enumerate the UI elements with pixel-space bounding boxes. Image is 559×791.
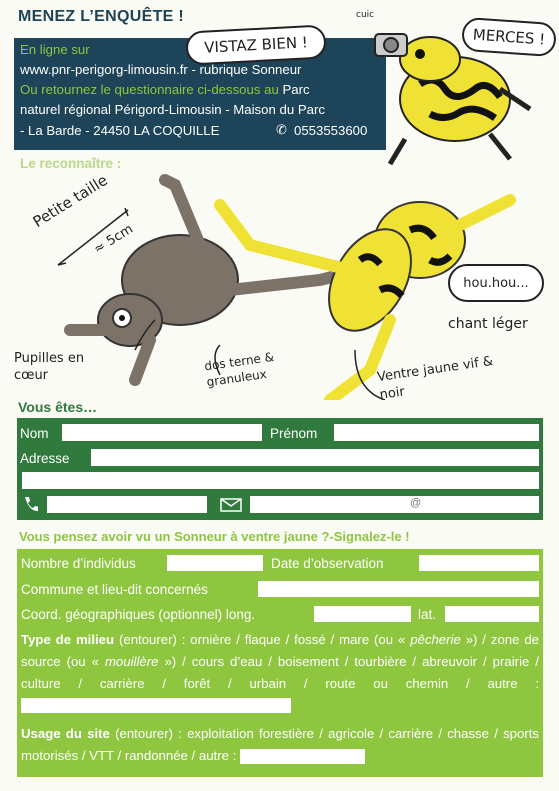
nom-label: Nom (20, 426, 49, 441)
report-heading: Vous pensez avoir vu un Sonneur à ventre jaune ?-Signalez-le ! (19, 529, 410, 544)
website-link[interactable]: www.pnr-perigorg-limousin.fr - rubrique Sonneur (20, 62, 302, 77)
milieu-paragraph (21, 629, 539, 716)
milieu-text-2: ») / zone de source (ou « (21, 632, 539, 669)
mail-icon (220, 498, 242, 512)
date-field[interactable] (419, 555, 539, 571)
email-field[interactable] (250, 496, 539, 513)
milieu-text-3: ») / cours d’eau / boisement / tourbière / abreuvoir / prairie / culture / carrière / forêt / urbain / route ou chemin / autre : (21, 653, 539, 691)
address-line-1: naturel régional Périgord-Limousin - Maison du Parc (20, 102, 325, 117)
dos-label: dos terne & granuleux (203, 349, 275, 390)
address-line-2: - La Barde - 24450 LA COQUILLE (20, 123, 220, 138)
cuic-text: cuic (356, 10, 375, 20)
pupilles-label: Pupilles en cœur (14, 351, 85, 383)
commune-field[interactable] (258, 581, 539, 597)
observation-form (17, 549, 543, 777)
usage-label: Usage du site (21, 726, 110, 741)
houhou-bubble: hou.hou... (448, 264, 544, 302)
return-text-parc: Parc (282, 82, 310, 97)
adresse-label: Adresse (20, 451, 70, 466)
usage-paragraph (21, 723, 539, 767)
identity-heading: Vous êtes… (18, 399, 98, 415)
return-instructions (20, 82, 310, 97)
latitude-field[interactable] (445, 606, 539, 622)
lat-label: lat. (418, 607, 437, 622)
size-label: ≈ 5cm (91, 221, 136, 258)
return-text: Ou retournez le questionnaire ci-dessous au (20, 82, 279, 97)
milieu-label: Type de milieu (21, 632, 115, 647)
phone-number: 0553553600 (294, 123, 368, 138)
phone-icon (22, 496, 38, 512)
prenom-label: Prénom (270, 426, 318, 441)
prenom-field[interactable] (334, 424, 539, 441)
vistaz-bubble: VISTAZ BIEN ! (185, 24, 327, 65)
online-label: En ligne sur (20, 42, 90, 57)
longitude-field[interactable] (314, 606, 411, 622)
merces-bubble: MERCES ! (461, 17, 557, 57)
usage-autre-field[interactable] (240, 749, 365, 764)
recognize-heading: Le reconnaître : (20, 156, 122, 171)
adresse-field-2[interactable] (22, 472, 539, 489)
photographer-toad-illustration (360, 14, 540, 174)
chant-label: chant léger (448, 316, 528, 332)
page-title: MENEZ L’ENQUÊTE ! (18, 8, 184, 25)
ventre-label: Ventre jaune vif & noir (376, 353, 494, 403)
nombre-label: Nombre d’individus (21, 556, 136, 571)
usage-text: (entourer) : exploitation forestière / agricole / carrière / chasse / sports motorisés / VTT / randonnée / autre : (21, 726, 539, 763)
petite-taille-label: Petite taille (29, 170, 111, 232)
milieu-text-1: (entourer) : ornière / flaque / fossé / mare (ou « (118, 632, 406, 647)
nombre-field[interactable] (167, 555, 263, 571)
coord-label: Coord. géographiques (optionnel) long. (21, 607, 256, 622)
at-symbol: @ (410, 497, 422, 509)
adresse-field[interactable] (91, 449, 539, 466)
date-label: Date d’observation (271, 556, 384, 571)
commune-label: Commune et lieu-dit concernés (21, 582, 208, 597)
milieu-autre-field[interactable] (21, 698, 291, 713)
mouillere-text: mouillère (104, 653, 159, 669)
pecherie-text: pêcherie (410, 632, 461, 647)
nom-field[interactable] (62, 424, 262, 441)
identity-form (17, 418, 543, 520)
phone-field[interactable] (47, 496, 207, 513)
phone-icon: ✆ (276, 122, 287, 137)
